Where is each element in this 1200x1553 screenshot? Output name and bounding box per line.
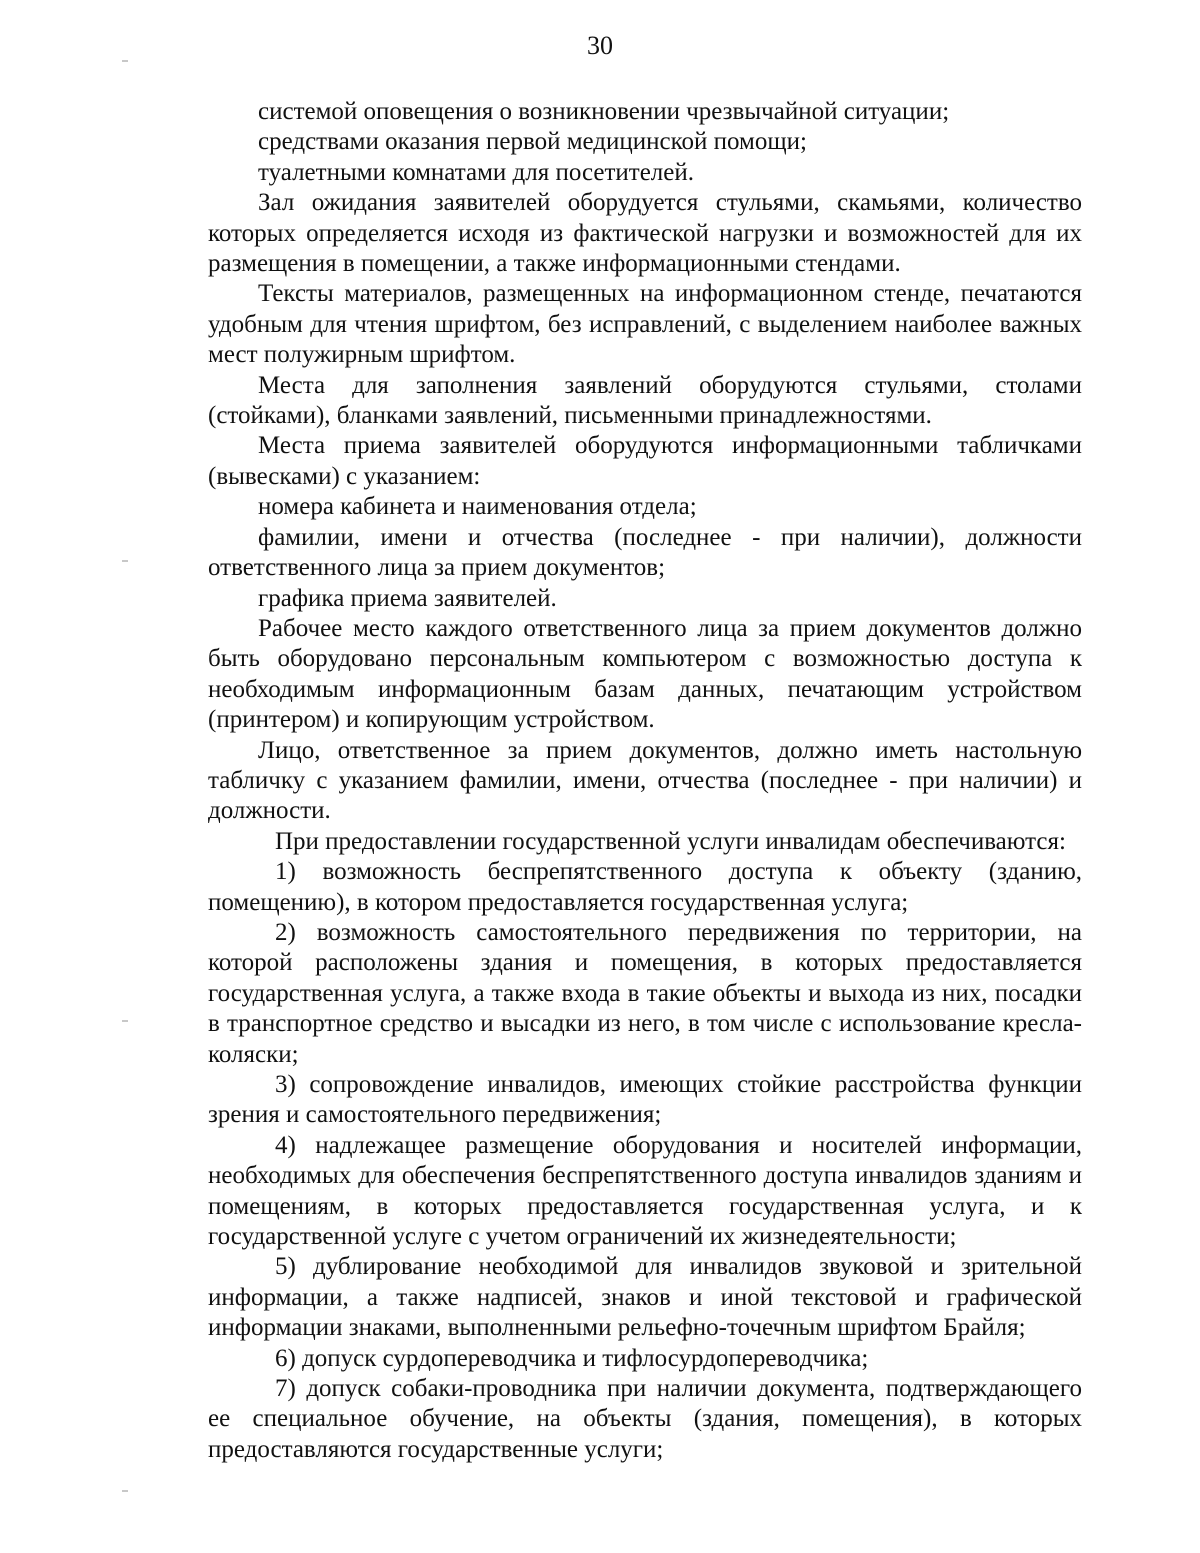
paragraph: Тексты материалов, размещенных на информационном стенде, печатаются удобным для чтения шрифтом, без исправлений, с выделением наиболее важных мест полужирным шрифтом. bbox=[208, 280, 1082, 369]
paragraph: Лицо, ответственное за прием документов, должно иметь настольную табличку с указанием фамилии, имени, отчества (последнее - при наличии) и должности. bbox=[208, 736, 1082, 825]
document-body bbox=[208, 97, 1082, 1465]
paragraph: фамилии, имени и отчества (последнее - при наличии), должности ответственного лица за прием документов; bbox=[208, 523, 1082, 582]
scan-mark bbox=[122, 1020, 128, 1022]
list-item: 6) допуск сурдопереводчика и тифлосурдопереводчика; bbox=[275, 1344, 869, 1372]
paragraph: средствами оказания первой медицинской помощи; bbox=[258, 128, 807, 156]
list-item: 5) дублирование необходимой для инвалидов звуковой и зрительной информации, а также надписей, знаков и иной текстовой и графической информации знаками, выполненными рельефно-точечным шрифтом Брайля; bbox=[208, 1253, 1082, 1342]
paragraph: графика приема заявителей. bbox=[258, 584, 557, 612]
paragraph: номера кабинета и наименования отдела; bbox=[258, 493, 697, 521]
scan-margin-marks bbox=[122, 40, 130, 1540]
list-item: 4) надлежащее размещение оборудования и носителей информации, необходимых для обеспечения беспрепятственного доступа инвалидов зданиям и помещениям, в которых предоставляется государственная услуга, и к государственной услуге с учетом ограничений их жизнедеятельности; bbox=[208, 1131, 1082, 1251]
list-item: 7) допуск собаки-проводника при наличии документа, подтверждающего ее специальное обучение, на объекты (здания, помещения), в которых предоставляются государственные услуги; bbox=[208, 1375, 1082, 1463]
list-item: 1) возможность беспрепятственного доступа к объекту (зданию, помещению), в котором предоставляется государственная услуга; bbox=[208, 858, 1082, 916]
paragraph: При предоставлении государственной услуги инвалидам обеспечиваются: bbox=[275, 827, 1066, 855]
paragraph: Зал ожидания заявителей оборудуется стульями, скамьями, количество которых определяется исходя из фактической нагрузки и возможностей для их размещения в помещении, а также информационными стендами. bbox=[208, 189, 1082, 278]
paragraph: системой оповещения о возникновении чрезвычайной ситуации; bbox=[258, 98, 950, 125]
paragraph: Места для заполнения заявлений оборудуются стульями, столами (стойками), бланками заявлений, письменными принадлежностями. bbox=[208, 371, 1082, 430]
scan-mark bbox=[122, 560, 128, 562]
scan-mark bbox=[122, 60, 128, 62]
scan-mark bbox=[122, 1490, 128, 1492]
list-item: 2) возможность самостоятельного передвижения по территории, на которой расположены здания и помещения, в которых предоставляется государственная услуга, а также входа в такие объекты и выхода из них, посадки в транспортное средство и высадки из него, в том числе с использование кресла-коляски; bbox=[208, 918, 1082, 1068]
page-number: 30 bbox=[587, 31, 613, 60]
list-item: 3) сопровождение инвалидов, имеющих стойкие расстройства функции зрения и самостоятельного передвижения; bbox=[208, 1071, 1082, 1129]
paragraph: туалетными комнатами для посетителей. bbox=[258, 158, 694, 186]
paragraph: Места приема заявителей оборудуются информационными табличками (вывесками) с указанием: bbox=[208, 432, 1082, 490]
paragraph: Рабочее место каждого ответственного лица за прием документов должно быть оборудовано персональным компьютером с возможностью доступа к необходимым информационным базам данных, печатающим устройством (принтером) и копирующим устройством. bbox=[208, 614, 1082, 734]
